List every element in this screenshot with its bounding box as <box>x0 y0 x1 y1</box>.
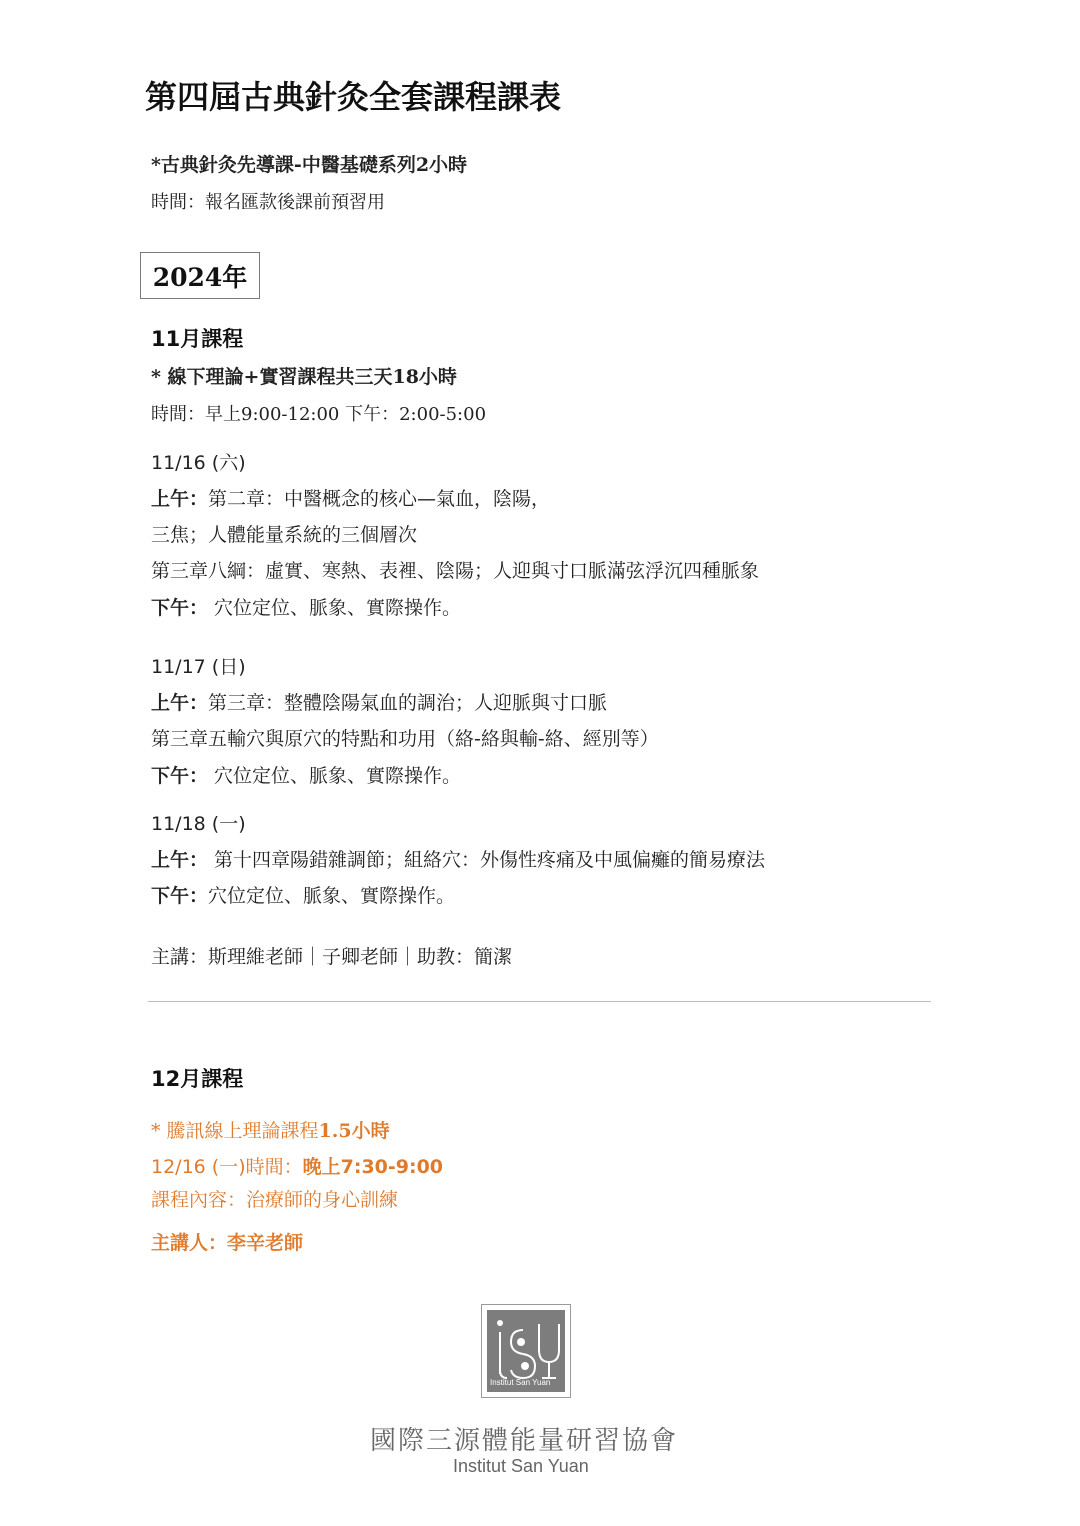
december-course <box>151 1116 390 1143</box>
session-text: 穴位定位、脈象、實際操作。 <box>208 597 462 619</box>
session-text: 穴位定位、脈象、實際操作。 <box>208 765 462 787</box>
isy-logo-icon <box>481 1304 571 1398</box>
session-label: 上午： <box>151 692 209 714</box>
session-label: 下午： <box>151 765 209 787</box>
december-time <box>151 1152 443 1179</box>
lecturers: 主講：斯理維老師｜子卿老師｜助教：簡潔 <box>151 946 513 968</box>
time-label: 12/16 (一)時間： <box>151 1156 303 1178</box>
session-label: 上午： <box>151 488 209 510</box>
schedule-line <box>151 881 455 908</box>
schedule-line: 三焦；人體能量系統的三個層次 <box>151 524 418 546</box>
session-text: 第二章：中醫概念的核心—氣血，陰陽， <box>208 488 551 510</box>
schedule-line <box>151 761 461 788</box>
november-time: 時間：早上9:00-12:00 下午：2:00-5:00 <box>151 404 487 425</box>
org-name-en: Institut San Yuan <box>453 1456 589 1476</box>
day-date: 11/17 (日) <box>151 656 246 678</box>
december-content: 課程內容：治療師的身心訓練 <box>151 1189 399 1211</box>
course-type-duration: 共三天18小時 <box>335 366 457 388</box>
schedule-line <box>151 484 550 511</box>
prelude-heading: *古典針灸先導課-中醫基礎系列2小時 <box>151 154 468 176</box>
session-label: 下午： <box>151 885 209 907</box>
session-label: 上午： <box>151 849 209 871</box>
schedule-line <box>151 688 607 715</box>
org-name-cn: 國際三源體能量研習協會 <box>370 1426 679 1456</box>
section-divider <box>148 1001 931 1002</box>
logo-text: Institut San Yuan <box>490 1378 551 1387</box>
course-label: * 騰訊線上理論課程 <box>151 1120 319 1142</box>
session-text: 第三章：整體陰陽氣血的調治；人迎脈與寸口脈 <box>208 692 608 714</box>
day-date: 11/16 (六) <box>151 452 246 474</box>
session-text: 第十四章陽錯雜調節；組絡穴：外傷性疼痛及中風偏癱的簡易療法 <box>208 849 766 871</box>
page-title: 第四屆古典針灸全套課程課表 <box>145 78 562 116</box>
november-heading: 11月課程 <box>151 327 244 351</box>
session-text: 穴位定位、脈象、實際操作。 <box>208 885 456 907</box>
schedule-line <box>151 845 765 872</box>
session-label: 下午： <box>151 597 209 619</box>
course-type-label: * 線下理論+實習課程 <box>151 366 336 388</box>
schedule-line <box>151 593 461 620</box>
schedule-line: 第三章八綱：虛實、寒熱、表裡、陰陽；人迎與寸口脈滿弦浮沉四種脈象 <box>151 560 760 582</box>
december-lecturer: 主講人：李辛老師 <box>151 1232 304 1254</box>
time-value: 晚上7:30-9:00 <box>302 1156 444 1178</box>
november-course-type <box>151 362 457 389</box>
year-badge: 2024年 <box>140 252 260 299</box>
december-heading: 12月課程 <box>151 1067 244 1091</box>
course-duration: 1.5小時 <box>318 1120 390 1142</box>
prelude-time: 時間：報名匯款後課前預習用 <box>151 192 385 213</box>
day-date: 11/18 (一) <box>151 813 246 835</box>
schedule-line: 第三章五輸穴與原穴的特點和功用（絡-絡與輸-絡、經別等） <box>151 728 659 750</box>
